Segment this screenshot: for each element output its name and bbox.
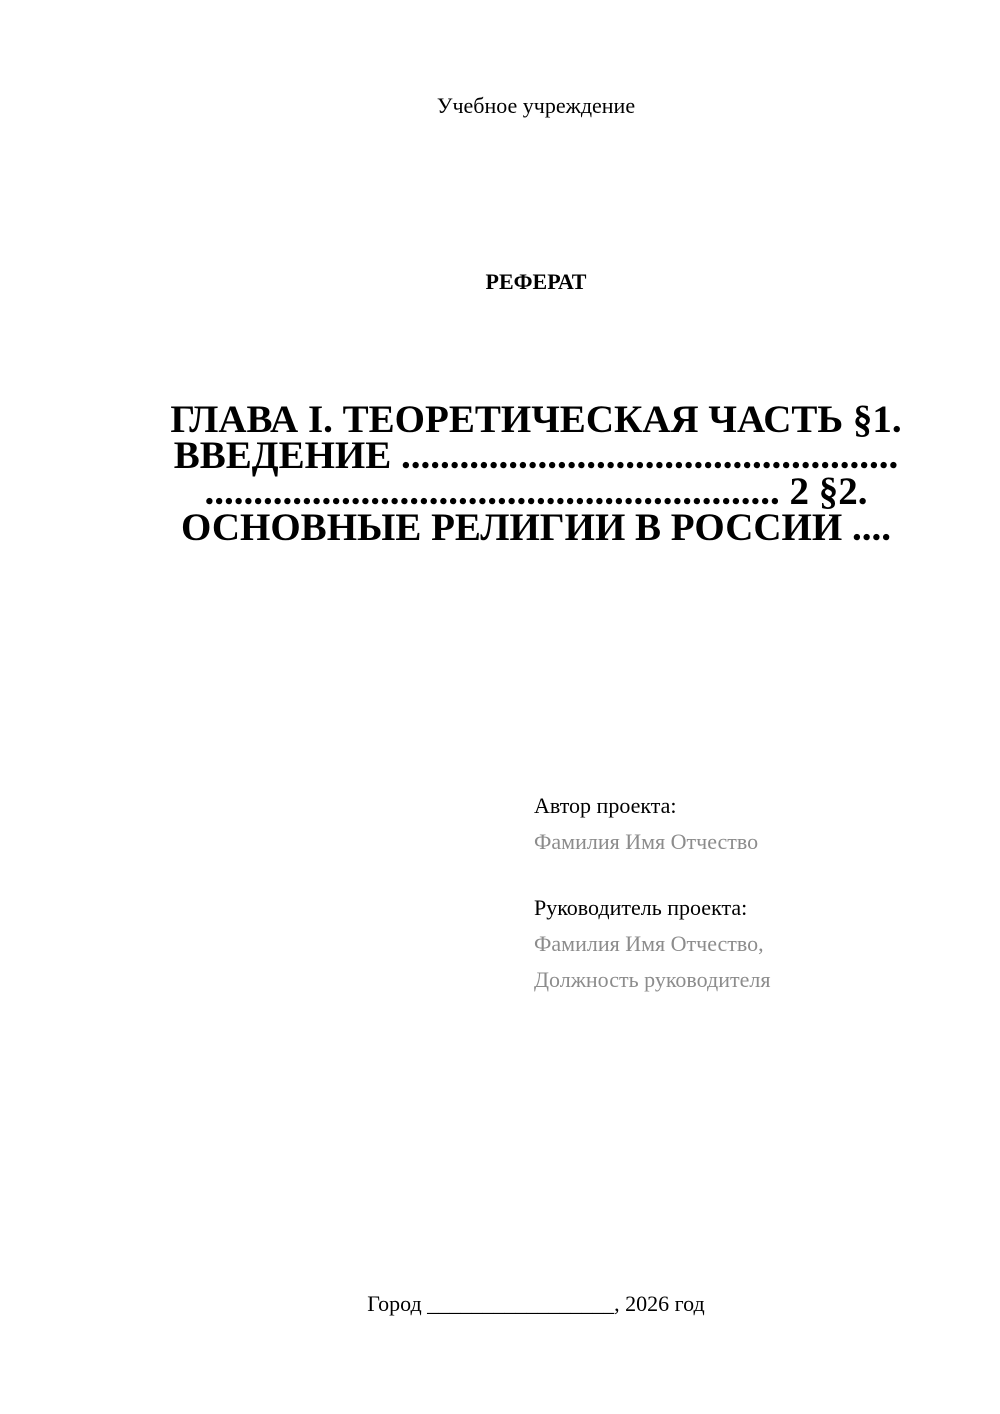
supervisor-position: Должность руководителя [534,967,771,992]
supervisor-name: Фамилия Имя Отчество, [534,931,764,956]
supervisor-label: Руководитель проекта: [534,895,748,920]
topic-line: ВВЕДЕНИЕ ................................................... [173,434,899,477]
spacer [534,860,974,890]
topic-line: ........................................................... 2 §2. [204,470,868,513]
project-people [534,788,974,998]
topic-line: ОСНОВНЫЕ РЕЛИГИИ В РОССИИ .... [181,506,891,549]
topic-line: ГЛАВА I. ТЕОРЕТИЧЕСКАЯ ЧАСТЬ §1. [170,398,902,441]
institution-name: Учебное учреждение [436,93,636,118]
document-type: РЕФЕРАТ [485,269,587,294]
city-year-line: Город _________________, 2026 год [367,1291,705,1316]
topic-title [120,398,952,549]
author-name: Фамилия Имя Отчество [534,829,759,854]
author-label: Автор проекта: [534,793,677,818]
